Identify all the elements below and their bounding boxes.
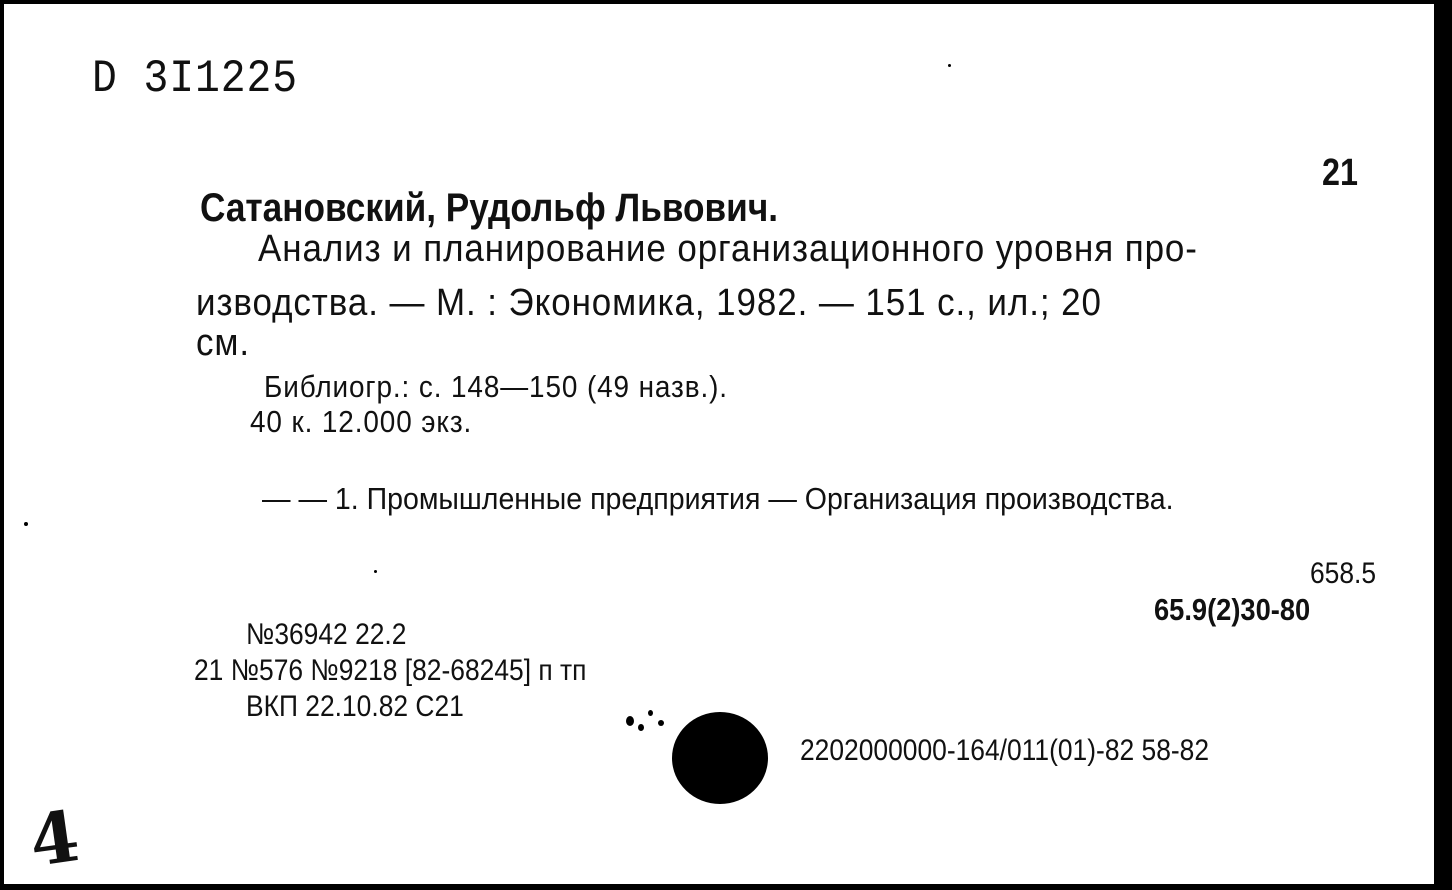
subject-heading: — — 1. Промышленные предприятия — Организация производства. — [262, 481, 1174, 516]
udc-classification: 658.5 — [1310, 557, 1377, 590]
technical-line-2: 21 №576 №9218 [82-68245] п тп — [194, 654, 587, 687]
bibliography-note: Библиогр.: с. 148—150 (49 назв.). — [264, 369, 728, 404]
title-line-1: Анализ и планирование организационного уровня про- — [258, 228, 1198, 270]
ink-speck — [24, 522, 28, 526]
ink-speck — [626, 716, 634, 726]
technical-line-1: №36942 22.2 — [246, 618, 407, 651]
author-heading: Сатановский, Рудольф Львович. — [200, 186, 779, 230]
ink-speck — [374, 570, 377, 573]
ink-speck — [638, 724, 644, 731]
isbn-code: 2202000000-164/011(01)-82 58-82 — [800, 734, 1210, 767]
scan-border-bottom — [0, 884, 1452, 890]
ink-speck — [948, 64, 951, 67]
card-number: 21 — [1322, 152, 1358, 194]
catalog-card — [4, 4, 1434, 884]
ink-speck — [648, 710, 653, 716]
handwritten-mark: 4 — [24, 794, 85, 883]
technical-line-3: ВКП 22.10.82 С21 — [246, 690, 464, 723]
scan-border-right — [1434, 0, 1452, 890]
price-print-run: 40 к. 12.000 экз. — [250, 404, 473, 439]
punch-hole — [672, 712, 768, 804]
title-line-2: изводства. — М. : Экономика, 1982. — 151 с., ил.; 20 — [196, 282, 1102, 324]
bbk-classification: 65.9(2)30-80 — [1154, 592, 1311, 627]
ink-speck — [658, 720, 664, 726]
title-line-3: см. — [196, 322, 250, 364]
inventory-number: D 3I1225 — [92, 53, 298, 105]
